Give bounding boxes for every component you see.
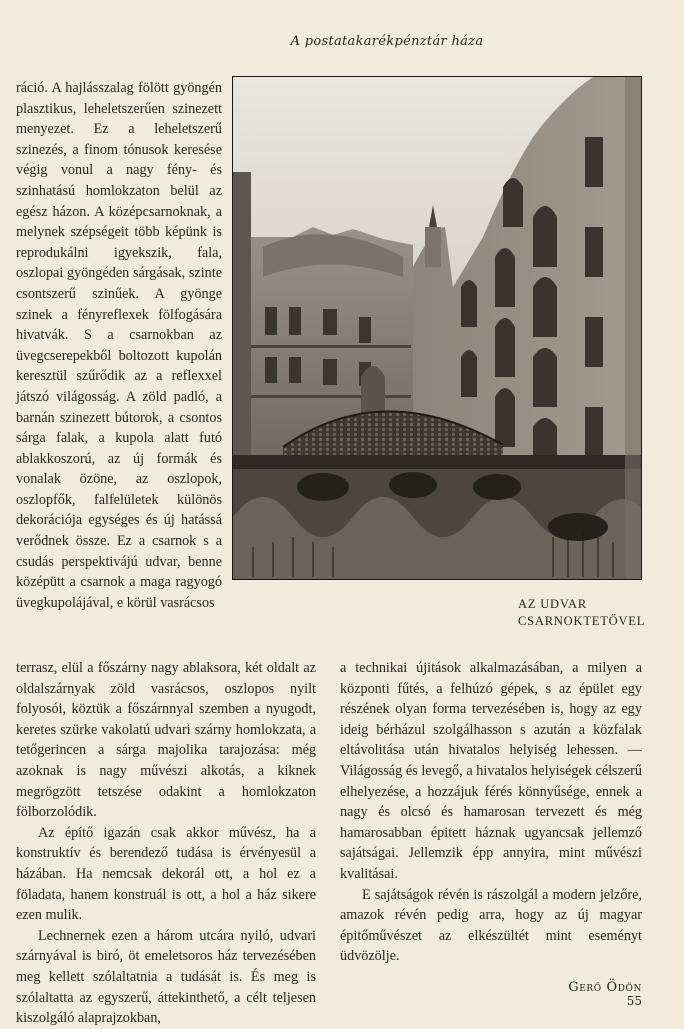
paragraph: ráció. A hajlásszalag fölött gyöngén plasztikus, leheletszerűen szinezett menyezet. Ez a leheletszerű szinezés, a finom tónusok keresése végig vonul a nagy fény- és szinhatású homlokzaton belül az egész házon. A középcsarnoknak, a melynek szépségeit több képünk is reprodukálni igyekszik, fala, oszlopai gyöngéden sárgásak, szinte csontszerű szinűek. A gyönge szinek a fényreflexek fölfogására hivatvák. S a csarnokban az üvegcserepekből boltozott kupolán keresztül szűrődik az a reflexxel játszó világosság. A zöld padló, a barnán szinezett bútorok, a csontos sárga falak, a kupola alatt futó ablakkoszorú, az új formák és vonalak özöne, az oszlopok, oszlopfők, falfelületek különös dekorációja egységes és új hatássá verődnek össze. Ez a csarnok s a csudás perspektivájú udvar, benne középütt a csarnok a maga ragyogó üvegkupolájával, e körül vasrácsos xyxy=(16,80,222,611)
paragraph: Lechnernek ezen a három utcára nyiló, udvari szárnyával is biró, öt emeletsoros ház tervezésében meg kellett szólaltatnia a tudását is. És meg is szólaltatta az egyszerű, áttekinthető, a célt teljesen kiszolgáló alaprajzokban, xyxy=(16,927,316,1027)
courtyard-photo-illustration xyxy=(233,77,641,579)
left-column-top xyxy=(16,78,222,613)
right-column xyxy=(340,658,642,967)
left-column-bottom xyxy=(16,658,316,1029)
photo-caption xyxy=(518,596,658,630)
running-head: A postatakarékpénztár háza xyxy=(290,34,484,49)
author-signature: Gerő Ödön xyxy=(568,980,642,995)
paragraph: Az építő igazán csak akkor művész, ha a konstruktív és berendező tudása is érvényesül a házában. Ha nemcsak dekorál ott, a hol ez a föladata, hanem konstruál is ott, a hol a ház sikere ezen mulik. xyxy=(16,824,316,924)
caption-line: AZ UDVAR xyxy=(518,597,588,611)
paragraph: E sajátságok révén is rászolgál a modern jelzőre, amazok révén pedig arra, hogy az új magyar épitőművészet az elkészültét mint eseményt üdvözölje. xyxy=(340,886,642,965)
paragraph: terrasz, elül a főszárny nagy ablaksora, két oldalt az oldalszárnyak zöld vasrácsos, oszlopos nyilt folyosói, köztük a főszárnnyal szemben a nyugodt, keretes szürke vakolatú udvari szárny homlokzata, a tetőgerincen a sárga majolika tarajozása: még azoknak is nagy művészi alkotás, a kiknek megrögzött tetszése odakint a homlokzaton fölborzolódik. xyxy=(16,660,316,821)
caption-line: CSARNOKTETŐVEL xyxy=(518,614,646,628)
courtyard-photograph xyxy=(232,76,642,580)
paragraph: a technikai újitások alkalmazásában, a milyen a központi fűtés, a felhúzó gépek, s az épület egy részének olyan forma tervezésében is, hogy az egy ideig bérházul szolgálhasson s azután a közfalak eltávolitása után hivatalos helyiség lehessen. — Világosság és levegő, a hivatalos helyiségek célszerű elhelyezése, a hozzájuk férés könnyűsége, ennek a nagy és olcsó és hamarosan tervezett és még hamarosabban épitett háznak ugyancsak jellemző sajátságai. Jellemzik épp annyira, mint művészi kvalitásai. xyxy=(340,660,642,882)
page-number: 55 xyxy=(626,994,642,1008)
